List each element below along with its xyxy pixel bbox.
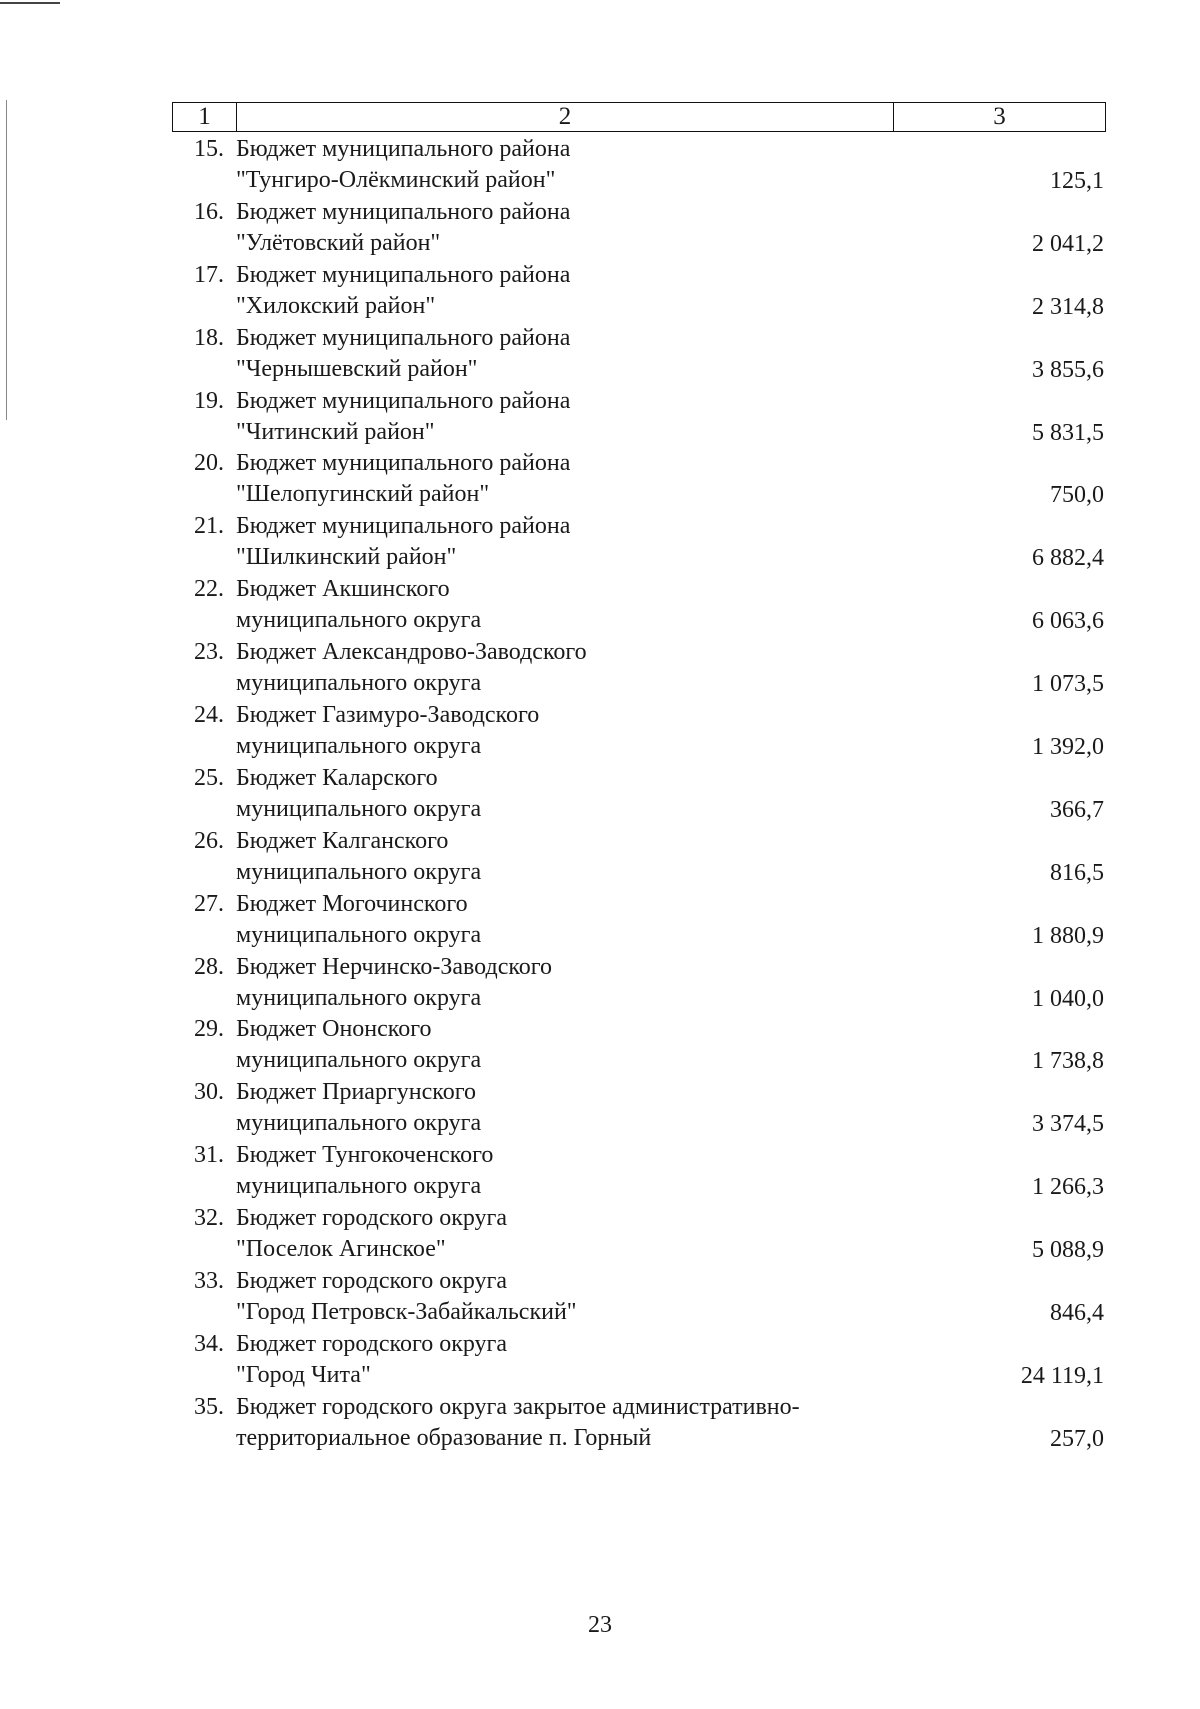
row-name-line-1: Бюджет муниципального района — [236, 450, 571, 477]
row-budget-name — [236, 1077, 876, 1139]
row-amount: 1 040,0 — [1032, 985, 1104, 1012]
row-name-line-2: муниципального округа — [236, 607, 482, 634]
table-row — [172, 889, 1106, 952]
row-amount: 1 738,8 — [1032, 1048, 1104, 1075]
row-name-line-1: Бюджет Нерчинско-Заводского — [236, 953, 553, 980]
row-name-line-1: Бюджет городского округа закрытое административно- — [236, 1393, 800, 1420]
row-amount: 257,0 — [1050, 1425, 1104, 1452]
table-row — [172, 197, 1106, 260]
row-name-line-2: муниципального округа — [236, 1110, 482, 1137]
table-header-col-2: 2 — [237, 103, 894, 131]
row-budget-name — [236, 1266, 876, 1328]
row-number: 15. — [194, 136, 224, 162]
row-amount: 1 073,5 — [1032, 671, 1104, 698]
row-name-line-2: "Тунгиро-Олёкминский район" — [236, 167, 556, 193]
row-number: 32. — [194, 1205, 224, 1232]
table-row — [172, 1203, 1106, 1266]
row-name-line-1: Бюджет Газимуро-Заводского — [236, 702, 540, 729]
row-name-line-1: Бюджет муниципального района — [236, 261, 571, 288]
row-number: 34. — [194, 1330, 224, 1357]
row-number: 24. — [194, 702, 224, 729]
row-name-line-2: "Хилокский район" — [236, 292, 436, 319]
row-budget-name — [236, 1014, 876, 1076]
row-name-line-1: Бюджет городского округа — [236, 1268, 508, 1295]
row-budget-name — [236, 1140, 876, 1202]
row-number: 18. — [194, 324, 224, 351]
row-name-line-1: Бюджет городского округа — [236, 1205, 508, 1232]
row-budget-name — [236, 134, 876, 196]
row-amount: 5 088,9 — [1032, 1237, 1104, 1264]
row-number: 26. — [194, 827, 224, 854]
row-name-line-2: муниципального округа — [236, 795, 482, 822]
row-name-line-2: "Шелопугинский район" — [236, 481, 490, 508]
row-name-line-1: Бюджет Могочинского — [236, 890, 468, 917]
table-row — [172, 826, 1106, 889]
row-amount: 125,1 — [1050, 168, 1104, 194]
row-name-line-2: "Шилкинский район" — [236, 544, 457, 571]
row-name-line-1: Бюджет муниципального района — [236, 324, 571, 351]
row-number: 23. — [194, 639, 224, 666]
row-number: 29. — [194, 1016, 224, 1043]
row-name-line-2: муниципального округа — [236, 984, 482, 1011]
table-row — [172, 448, 1106, 511]
row-name-line-2: муниципального округа — [236, 1173, 482, 1200]
row-name-line-2: "Город Чита" — [236, 1361, 371, 1388]
row-budget-name — [236, 1203, 876, 1265]
row-name-line-2: муниципального округа — [236, 670, 482, 697]
row-amount: 3 374,5 — [1032, 1111, 1104, 1138]
table-row — [172, 511, 1106, 574]
row-budget-name — [236, 1329, 876, 1391]
row-number: 17. — [194, 261, 224, 288]
row-budget-name — [236, 197, 876, 259]
row-amount: 2 041,2 — [1032, 230, 1104, 257]
row-number: 19. — [194, 387, 224, 414]
row-budget-name — [236, 574, 876, 636]
row-name-line-1: Бюджет муниципального района — [236, 136, 571, 162]
row-name-line-2: "Улётовский район" — [236, 229, 441, 256]
row-name-line-1: Бюджет городского округа — [236, 1330, 508, 1357]
row-name-line-2: муниципального округа — [236, 733, 482, 760]
row-name-line-1: Бюджет муниципального района — [236, 387, 571, 414]
scan-artifact-left — [6, 100, 7, 420]
row-budget-name — [236, 260, 876, 322]
row-budget-name — [236, 889, 876, 951]
row-name-line-2: территориальное образование п. Горный — [236, 1424, 652, 1451]
table-header-col-1: 1 — [173, 103, 237, 131]
table-row — [172, 952, 1106, 1015]
table-row — [172, 637, 1106, 700]
row-amount: 3 855,6 — [1032, 356, 1104, 383]
row-name-line-2: "Поселок Агинское" — [236, 1236, 446, 1263]
table-row — [172, 134, 1106, 197]
row-amount: 2 314,8 — [1032, 293, 1104, 320]
row-amount: 750,0 — [1050, 482, 1104, 509]
table-row — [172, 1329, 1106, 1392]
row-number: 31. — [194, 1142, 224, 1169]
row-number: 20. — [194, 450, 224, 477]
row-budget-name — [236, 952, 876, 1014]
table-body — [172, 134, 1106, 1455]
table-row — [172, 1392, 1106, 1455]
row-amount: 6 063,6 — [1032, 608, 1104, 635]
row-name-line-1: Бюджет Тунгокоченского — [236, 1142, 494, 1169]
row-amount: 366,7 — [1050, 796, 1104, 823]
row-number: 33. — [194, 1268, 224, 1295]
row-number: 30. — [194, 1079, 224, 1106]
row-number: 28. — [194, 953, 224, 980]
row-amount: 6 882,4 — [1032, 545, 1104, 572]
row-budget-name — [236, 826, 876, 888]
row-name-line-1: Бюджет Калганского — [236, 827, 449, 854]
row-number: 16. — [194, 198, 224, 225]
table-row — [172, 1014, 1106, 1077]
row-number: 22. — [194, 576, 224, 603]
row-budget-name — [236, 1392, 876, 1454]
table-row — [172, 574, 1106, 637]
table-row — [172, 1140, 1106, 1203]
row-amount: 1 392,0 — [1032, 734, 1104, 761]
row-amount: 24 119,1 — [1020, 1362, 1104, 1389]
row-name-line-2: "Город Петровск-Забайкальский" — [236, 1299, 577, 1326]
row-number: 21. — [194, 513, 224, 540]
row-budget-name — [236, 511, 876, 573]
row-amount: 816,5 — [1050, 859, 1104, 886]
table-row — [172, 323, 1106, 386]
row-amount: 1 880,9 — [1032, 922, 1104, 949]
row-amount: 5 831,5 — [1032, 419, 1104, 446]
row-budget-name — [236, 763, 876, 825]
table-row — [172, 1266, 1106, 1329]
row-name-line-1: Бюджет Александрово-Заводского — [236, 639, 587, 666]
table-row — [172, 1077, 1106, 1140]
table-row — [172, 700, 1106, 763]
row-amount: 1 266,3 — [1032, 1174, 1104, 1201]
row-name-line-2: "Чернышевский район" — [236, 355, 478, 382]
row-budget-name — [236, 386, 876, 448]
table-header-row — [172, 102, 1106, 132]
row-name-line-1: Бюджет муниципального района — [236, 198, 571, 225]
page-number: 23 — [588, 1612, 612, 1638]
scan-artifact-top — [0, 2, 60, 4]
row-name-line-1: Бюджет Приаргунского — [236, 1079, 476, 1106]
row-budget-name — [236, 637, 876, 699]
row-number: 25. — [194, 764, 224, 791]
row-number: 27. — [194, 890, 224, 917]
table-row — [172, 763, 1106, 826]
row-budget-name — [236, 700, 876, 762]
row-amount: 846,4 — [1050, 1300, 1104, 1327]
row-name-line-1: Бюджет Ононского — [236, 1016, 432, 1043]
row-name-line-1: Бюджет муниципального района — [236, 513, 571, 540]
row-name-line-2: муниципального округа — [236, 858, 482, 885]
row-budget-name — [236, 323, 876, 385]
row-name-line-2: "Читинский район" — [236, 418, 435, 445]
row-name-line-1: Бюджет Каларского — [236, 764, 438, 791]
row-name-line-2: муниципального округа — [236, 921, 482, 948]
table-row — [172, 386, 1106, 449]
row-budget-name — [236, 448, 876, 510]
row-name-line-1: Бюджет Акшинского — [236, 576, 450, 603]
table-row — [172, 260, 1106, 323]
row-number: 35. — [194, 1393, 224, 1420]
table-header-col-3: 3 — [993, 103, 1006, 130]
row-name-line-2: муниципального округа — [236, 1047, 482, 1074]
